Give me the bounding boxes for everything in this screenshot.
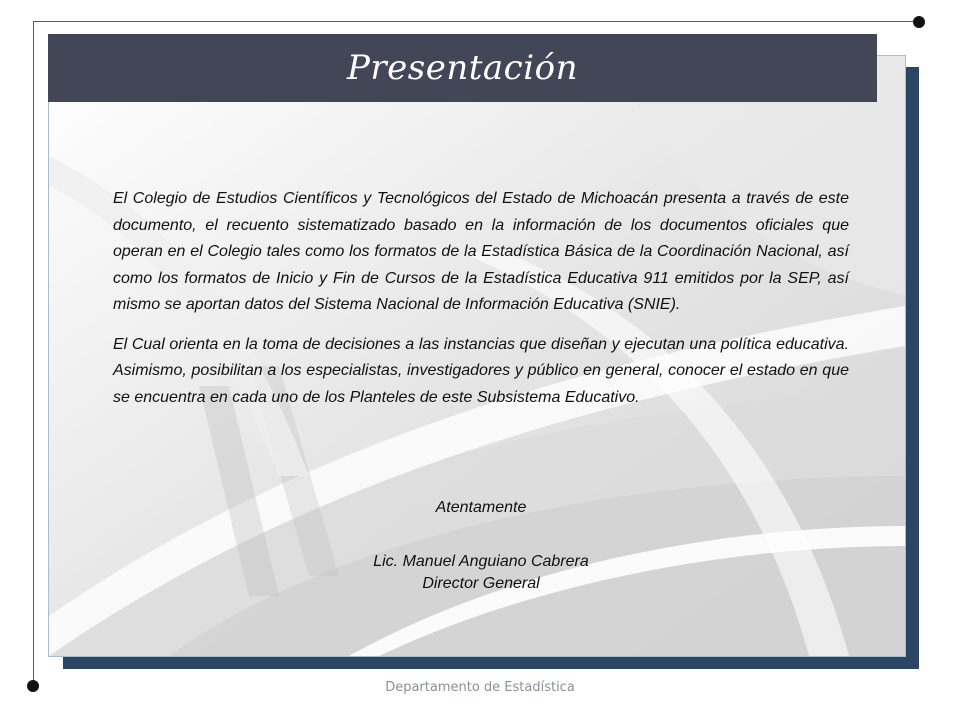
paragraph-purpose: El Cual orienta en la toma de decisiones a las instancias que diseñan y ejecutan una política educativa. Asimismo, posibilitan a los especialistas, investigadores y público en general, conocer el estado en que se encuentra en cada uno de los Planteles de este Subsistema Educativo.: [113, 335, 849, 406]
slide-title: Presentación: [347, 48, 578, 88]
paragraph-intro: El Colegio de Estudios Científicos y Tecnológicos del Estado de Michoacán presenta a través de este documento, el recuento sistematizado basado en la información de los documentos oficiales que operan en el Colegio tales como los formatos de la Estadística Básica de la Coordinación Nacional, así como los formatos de Inicio y Fin de Cursos de la Estadística Educativa 911 emitidos por la SEP, así mismo se aportan datos del Sistema Nacional de Información Educativa (SNIE).: [113, 190, 849, 313]
signer-name: Lic. Manuel Anguiano Cabrera: [373, 553, 589, 570]
body-text: [113, 186, 849, 424]
closing-text: Atentamente: [435, 499, 527, 516]
frame-dot-top-right: [913, 16, 925, 28]
title-band: [48, 34, 877, 102]
signer-title: Director General: [422, 575, 540, 592]
frame-left-line: [33, 21, 34, 686]
frame-top-line: [33, 21, 920, 22]
footer-department: Departamento de Estadística: [385, 680, 575, 695]
